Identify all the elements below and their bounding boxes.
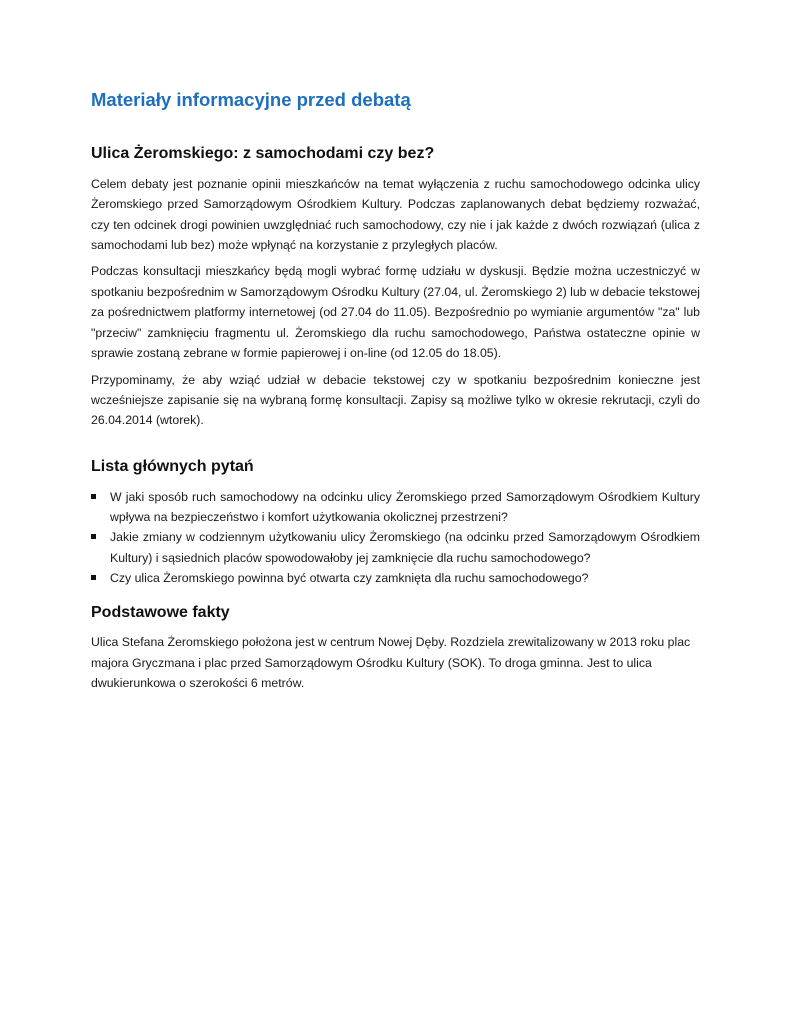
paragraph-consultation-forms: Podczas konsultacji mieszkańcy będą mogli wybrać formę udziału w dyskusji. Będzie można uczestniczyć w spotkaniu bezpośrednim w Samorządowym Ośrodku Kultury (27.04, ul. Żeromskiego 2) lub w debacie tekstowej za pośrednictwem platformy internetowej (od 27.04 do 11.05). Bezpośrednio po wymianie argumentów "za" lub "przeciw" zamknięciu fragmentu ul. Żeromskiego dla ruchu samochodowego, Państwa ostateczne opinie w sprawie zostaną zebrane w formie papierowej i on-line (od 12.05 do 18.05). (91, 264, 700, 361)
paragraph-debate-goal: Celem debaty jest poznanie opinii mieszkańców na temat wyłączenia z ruchu samochodowego odcinka ulicy Żeromskiego przed Samorządowym Ośrodkiem Kultury. Podczas zaplanowanych debat będziemy rozważać, czy ten odcinek drogi powinien uwzględniać ruch samochodowy, czy nie i jak każde z dwóch rozwiązań (ulica z samochodami lub bez) może wpłynąć na korzystanie z przyległych placów. (91, 176, 700, 253)
section-basic-facts (91, 603, 700, 694)
questions-list (91, 487, 700, 589)
square-bullet-icon (91, 534, 96, 539)
document-title: Materiały informacyjne przed debatą (91, 89, 411, 110)
section-street-debate (91, 144, 700, 431)
square-bullet-icon (91, 575, 96, 580)
section-heading-questions: Lista głównych pytań (91, 457, 254, 475)
question-text: Czy ulica Żeromskiego powinna być otwarta czy zamknięta dla ruchu samochodowego? (110, 571, 589, 586)
question-text: Jakie zmiany w codziennym użytkowaniu ulicy Żeromskiego (na odcinku przed Samorządowym Ośrodkiem Kultury) i sąsiednich placów spowodowałoby jej zamknięcie dla ruchu samochodowego? (110, 530, 700, 565)
square-bullet-icon (91, 494, 96, 499)
paragraph-facts: Ulica Stefana Żeromskiego położona jest w centrum Nowej Dęby. Rozdziela zrewitalizowany w 2013 roku plac majora Gryczmana i plac przed Samorządowym Ośrodku Kultury (SOK). To droga gminna. Jest to ulica dwukierunkowa o szerokości 6 metrów. (91, 635, 691, 691)
question-text: W jaki sposób ruch samochodowy na odcinku ulicy Żeromskiego przed Samorządowym Ośrodkiem Kultury wpływa na bezpieczeństwo i komfort użytkowania okolicznej przestrzeni? (110, 489, 700, 524)
paragraph-registration: Przypominamy, że aby wziąć udział w debacie tekstowej czy w spotkaniu bezpośrednim konieczne jest wcześniejsze zapisanie się na wybraną formę konsultacji. Zapisy są możliwe tylko w okresie rekrutacji, czyli do 26.04.2014 (wtorek). (91, 372, 700, 428)
list-item (91, 568, 700, 588)
section-main-questions (91, 457, 700, 589)
list-item (91, 527, 700, 568)
section-heading-facts: Podstawowe fakty (91, 603, 230, 621)
document-page (91, 88, 700, 700)
list-item (91, 487, 700, 528)
section-heading-street: Ulica Żeromskiego: z samochodami czy bez? (91, 145, 435, 163)
